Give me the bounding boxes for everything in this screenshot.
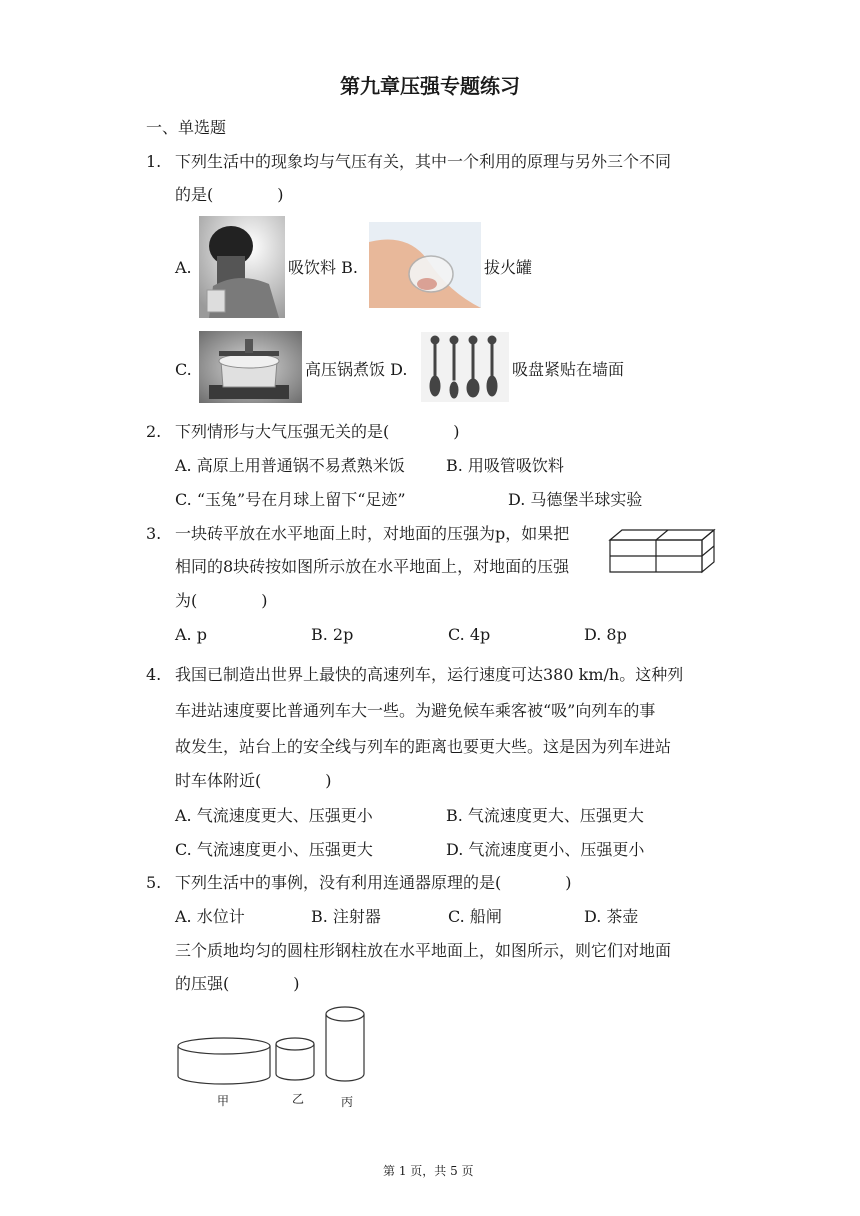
q1-option-c-text: 高压锅煮饭 D. <box>305 360 408 379</box>
section-heading: 一、单选题 <box>146 118 227 137</box>
pressure-cooker-image <box>199 331 302 403</box>
q2-option-b: B. 用吸管吸饮料 <box>446 456 564 475</box>
q3-option-b: B. 2p <box>311 625 354 644</box>
q1-option-d-text: 吸盘紧贴在墙面 <box>512 360 625 379</box>
q2-stem: 下列情形与大气压强无关的是( ) <box>175 422 460 441</box>
drinking-image <box>199 216 285 318</box>
page-title: 第九章压强专题练习 <box>340 74 520 98</box>
q2-option-a: A. 高原上用普通锅不易煮熟米饭 <box>175 456 405 475</box>
q3-option-d: D. 8p <box>584 625 627 644</box>
q2-option-c: C. “玉兔”号在月球上留下“足迹” <box>175 490 406 509</box>
q5-option-d: D. 茶壶 <box>584 907 639 926</box>
q4-option-b: B. 气流速度更大、压强更大 <box>446 806 644 825</box>
q4-stem-line1: 我国已制造出世界上最快的高速列车，运行速度可达380 km/h。这种列 <box>175 665 684 684</box>
cupping-image <box>369 222 481 308</box>
q4-stem-line3: 故发生，站台上的安全线与列车的距离也要更大些。这是因为列车进站 <box>175 737 672 756</box>
q1-option-a-text: 吸饮料 B. <box>288 258 358 277</box>
q5-number: 5. <box>146 873 162 892</box>
q3-option-a: A. p <box>175 625 207 644</box>
q3-stem-line3: 为( ) <box>175 591 268 610</box>
cylinder-label-jia: 甲 <box>217 1094 230 1108</box>
q4-option-d: D. 气流速度更小、压强更小 <box>446 840 645 859</box>
q6-stem-line2: 的压强( ) <box>175 974 300 993</box>
q3-number: 3. <box>146 524 162 543</box>
suction-hooks-image <box>421 332 509 402</box>
brick-stack-figure <box>608 526 716 574</box>
q4-stem-line4: 时车体附近( ) <box>175 771 332 790</box>
page-footer: 第 1 页，共 5 页 <box>383 1164 474 1178</box>
cylinder-label-bing: 丙 <box>341 1095 354 1109</box>
q3-stem-line1: 一块砖平放在水平地面上时，对地面的压强为p，如果把 <box>175 524 570 543</box>
q6-stem-line1: 三个质地均匀的圆柱形钢柱放在水平地面上，如图所示，则它们对地面 <box>175 941 672 960</box>
q1-number: 1. <box>146 152 162 171</box>
q5-option-b: B. 注射器 <box>311 907 381 926</box>
q5-option-c: C. 船闸 <box>448 907 502 926</box>
q1-option-c-label: C. <box>175 360 192 379</box>
q4-option-a: A. 气流速度更大、压强更小 <box>175 806 373 825</box>
q1-option-a-label: A. <box>175 258 192 277</box>
q1-stem-line2: 的是( ) <box>175 185 284 204</box>
q5-option-a: A. 水位计 <box>175 907 245 926</box>
q2-option-d: D. 马德堡半球实验 <box>508 490 643 509</box>
q4-option-c: C. 气流速度更小、压强更大 <box>175 840 373 859</box>
q1-option-b-text: 拔火罐 <box>484 258 533 277</box>
cylinder-label-yi: 乙 <box>292 1092 305 1106</box>
q1-stem-line1: 下列生活中的现象均与气压有关，其中一个利用的原理与另外三个不同 <box>175 152 672 171</box>
q3-option-c: C. 4p <box>448 625 491 644</box>
q2-number: 2. <box>146 422 162 441</box>
q3-stem-line2: 相同的8块砖按如图所示放在水平地面上，对地面的压强 <box>175 557 570 576</box>
q4-number: 4. <box>146 665 162 684</box>
q4-stem-line2: 车进站速度要比普通列车大一些。为避免候车乘客被“吸”向列车的事 <box>175 701 656 720</box>
q5-stem: 下列生活中的事例，没有利用连通器原理的是( ) <box>175 873 572 892</box>
